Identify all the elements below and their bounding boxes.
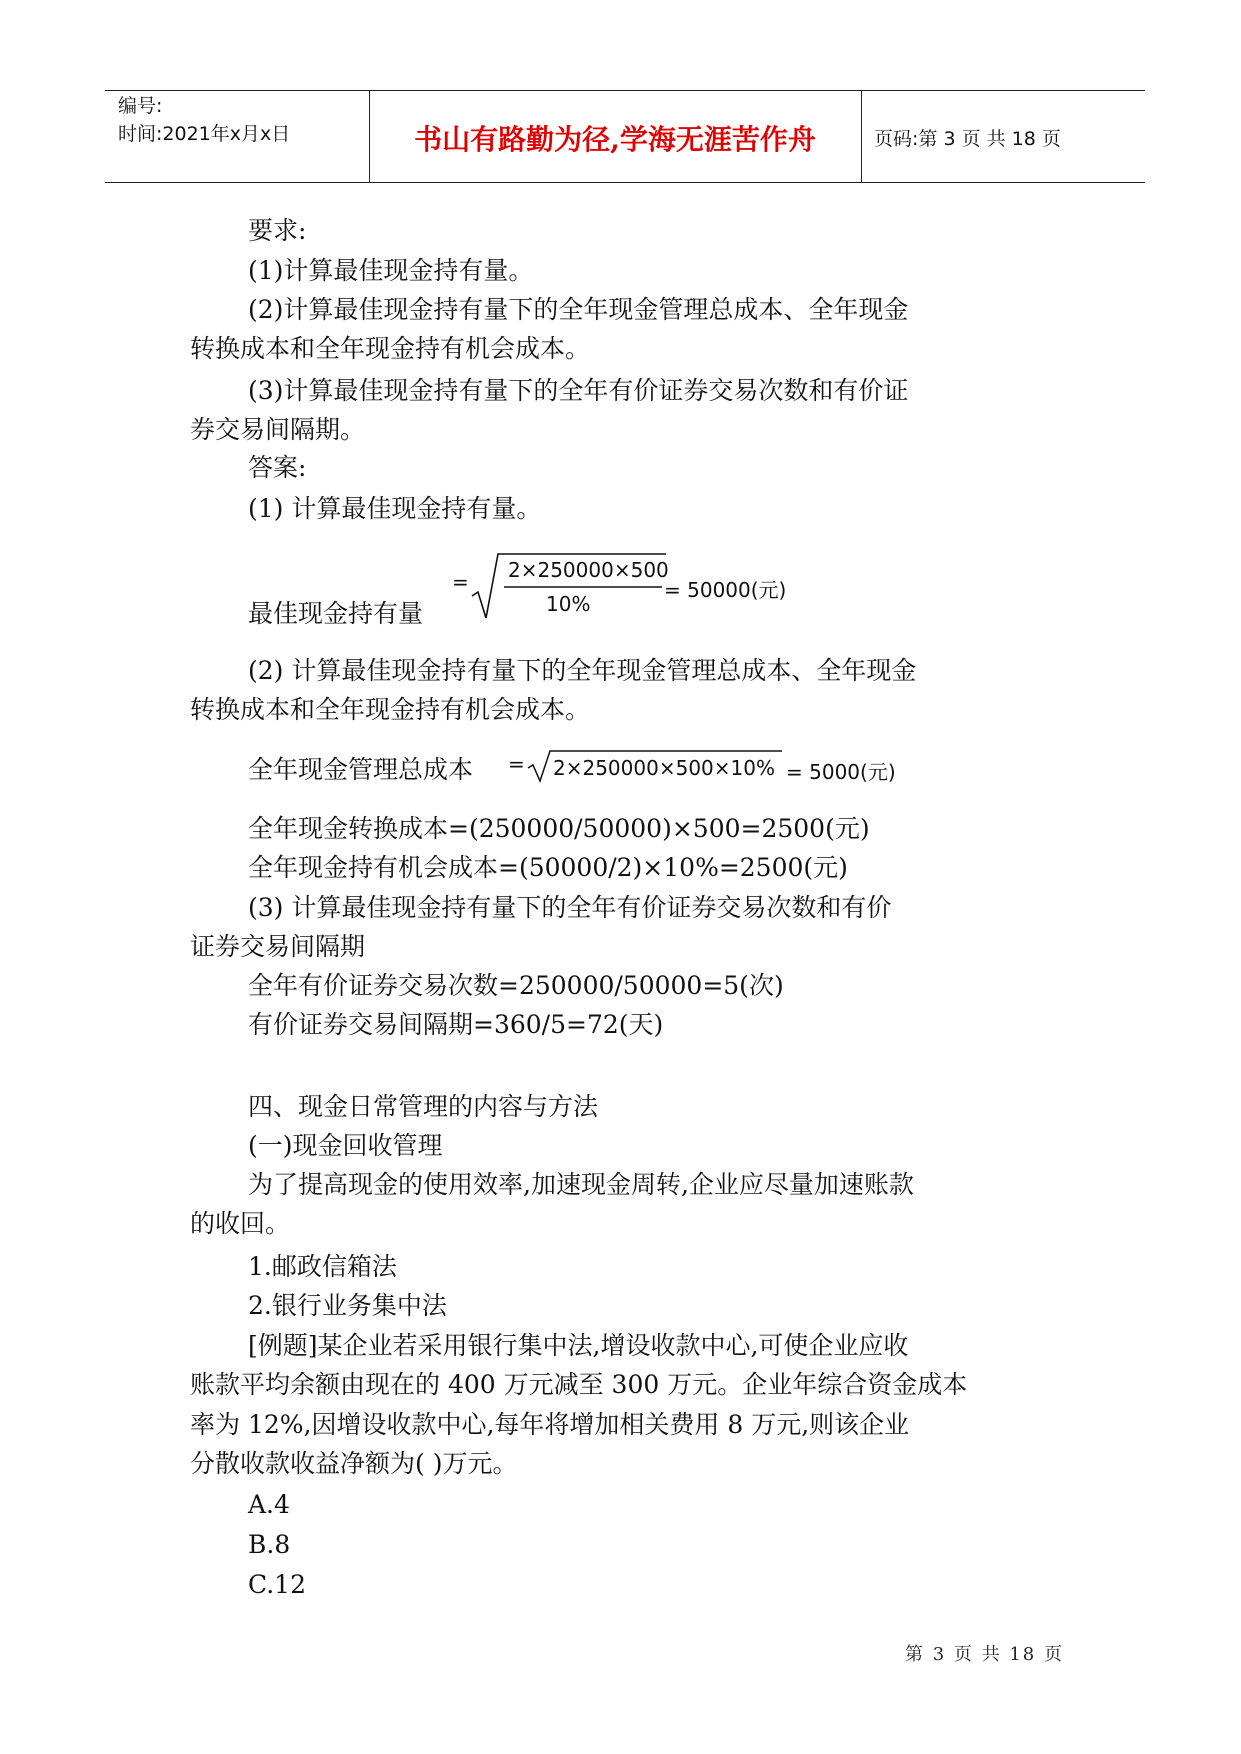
text-line: (3)计算最佳现金持有量下的全年有价证券交易次数和有价证 bbox=[248, 376, 909, 405]
text-line: 率为 12%,因增设收款中心,每年将增加相关费用 8 万元,则该企业 bbox=[190, 1410, 910, 1439]
answer-option: A.4 bbox=[248, 1490, 290, 1519]
text-line: 转换成本和全年现金持有机会成本。 bbox=[190, 334, 591, 363]
text-line: 有价证券交易间隔期=360/5=72(天) bbox=[248, 1010, 664, 1039]
text-line: 要求: bbox=[248, 216, 307, 245]
text-line: 证券交易间隔期 bbox=[190, 932, 366, 961]
formula-2-equals: = bbox=[508, 752, 525, 776]
text-line: (2) 计算最佳现金持有量下的全年现金管理总成本、全年现金 bbox=[248, 656, 917, 685]
header-bottom-rule bbox=[105, 182, 1145, 183]
formula-1-label: 最佳现金持有量 bbox=[248, 599, 424, 628]
header-meta bbox=[118, 92, 290, 148]
text-line: (1)计算最佳现金持有量。 bbox=[248, 256, 534, 285]
list-item: 2.银行业务集中法 bbox=[248, 1291, 447, 1320]
header-page-number: 页码:第 3 页 共 18 页 bbox=[874, 128, 1061, 150]
formula-1-result: = 50000(元) bbox=[664, 578, 787, 602]
header-number: 编号: bbox=[118, 95, 163, 117]
text-line: 全年有价证券交易次数=250000/50000=5(次) bbox=[248, 971, 784, 1000]
subsection-heading: (一)现金回收管理 bbox=[248, 1131, 443, 1160]
text-line: [例题]某企业若采用银行集中法,增设收款中心,可使企业应收 bbox=[248, 1331, 909, 1360]
header-divider-left bbox=[369, 90, 370, 182]
formula-2-radicand: 2×250000×500×10% bbox=[553, 756, 775, 780]
header-motto: 书山有路勤为径,学海无涯苦作舟 bbox=[414, 123, 816, 156]
section-heading: 四、现金日常管理的内容与方法 bbox=[248, 1092, 599, 1121]
formula-2-result: = 5000(元) bbox=[786, 760, 896, 784]
text-line: 的收回。 bbox=[190, 1209, 291, 1238]
text-line: 券交易间隔期。 bbox=[190, 415, 366, 444]
text-line: 转换成本和全年现金持有机会成本。 bbox=[190, 695, 591, 724]
formula-1-equals: = bbox=[452, 570, 469, 594]
page-footer: 第 3 页 共 18 页 bbox=[905, 1644, 1064, 1665]
answer-option: B.8 bbox=[248, 1530, 291, 1559]
text-line: 为了提高现金的使用效率,加速现金周转,企业应尽量加速账款 bbox=[248, 1170, 914, 1199]
text-line: 答案: bbox=[248, 453, 307, 482]
formula-1-numerator: 2×250000×500 bbox=[508, 558, 669, 582]
header-divider-right bbox=[861, 90, 862, 182]
formula-1-denominator: 10% bbox=[546, 592, 591, 616]
header-top-rule bbox=[105, 90, 1145, 91]
answer-option: C.12 bbox=[248, 1570, 306, 1599]
text-line: 账款平均余额由现在的 400 万元减至 300 万元。企业年综合资金成本 bbox=[190, 1370, 968, 1399]
text-line: (1) 计算最佳现金持有量。 bbox=[248, 494, 542, 523]
formula-2-label: 全年现金管理总成本 bbox=[248, 755, 474, 784]
header-time: 时间:2021年x月x日 bbox=[118, 123, 291, 145]
list-item: 1.邮政信箱法 bbox=[248, 1252, 397, 1281]
text-line: 全年现金持有机会成本=(50000/2)×10%=2500(元) bbox=[248, 853, 848, 882]
text-line: 全年现金转换成本=(250000/50000)×500=2500(元) bbox=[248, 814, 870, 843]
text-line: (2)计算最佳现金持有量下的全年现金管理总成本、全年现金 bbox=[248, 295, 909, 324]
text-line: (3) 计算最佳现金持有量下的全年有价证券交易次数和有价 bbox=[248, 893, 892, 922]
text-line: 分散收款收益净额为( )万元。 bbox=[190, 1449, 518, 1478]
